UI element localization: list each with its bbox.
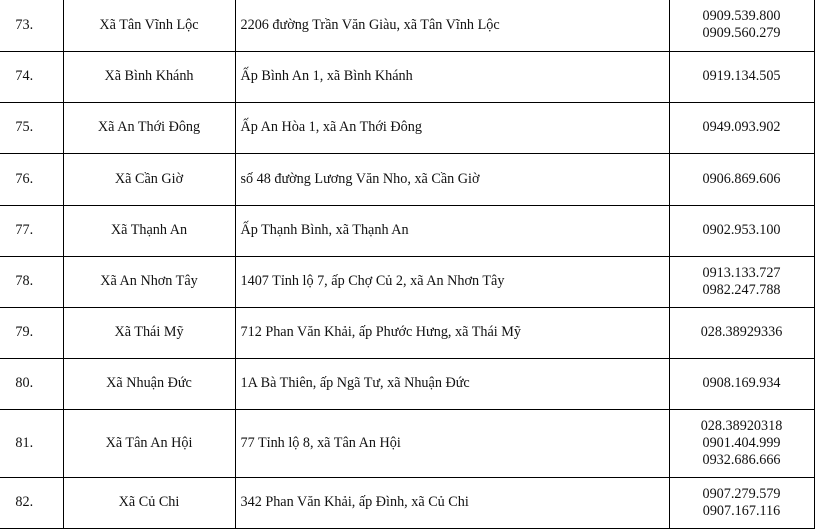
phone-cell: [669, 477, 814, 528]
row-number: 82.: [0, 477, 63, 528]
phone-cell: [669, 409, 814, 477]
row-number: 77.: [0, 205, 63, 256]
phone-number: 0909.560.279: [702, 25, 781, 42]
commune-address: Ấp An Hòa 1, xã An Thới Đông: [235, 102, 669, 153]
phone-number: 0949.093.902: [702, 119, 781, 135]
row-number: 76.: [0, 153, 63, 205]
phone-number: 0901.404.999: [702, 434, 781, 451]
phone-cell: [669, 102, 814, 153]
phone-cell: [669, 205, 814, 256]
phone-number: 0906.869.606: [702, 170, 781, 187]
commune-name: Xã Thạnh An: [63, 205, 235, 256]
table-row: [0, 102, 814, 153]
table-row: [0, 477, 814, 528]
table-row: [0, 0, 814, 51]
table-row: [0, 205, 814, 256]
commune-name: Xã Cần Giờ: [63, 153, 235, 205]
commune-address: 1407 Tỉnh lộ 7, ấp Chợ Củ 2, xã An Nhơn Tây: [235, 256, 669, 307]
table-row: [0, 307, 814, 358]
row-number: 80.: [0, 358, 63, 409]
phone-number: 028.38929336: [700, 324, 783, 340]
commune-name: Xã Tân Vĩnh Lộc: [63, 0, 235, 51]
table-row: [0, 409, 814, 477]
table-row: [0, 256, 814, 307]
commune-address: Ấp Thạnh Bình, xã Thạnh An: [235, 205, 669, 256]
phone-cell: [669, 51, 814, 102]
commune-address: 2206 đường Trần Văn Giàu, xã Tân Vĩnh Lộc: [235, 0, 669, 51]
commune-name: Xã An Thới Đông: [63, 102, 235, 153]
commune-name: Xã Bình Khánh: [63, 51, 235, 102]
table-row: [0, 153, 814, 205]
row-number: 75.: [0, 102, 63, 153]
phone-number: 0919.134.505: [702, 68, 781, 84]
commune-address: số 48 đường Lương Văn Nho, xã Cần Giờ: [235, 153, 669, 205]
row-number: 78.: [0, 256, 63, 307]
commune-address: 77 Tỉnh lộ 8, xã Tân An Hội: [235, 409, 669, 477]
phone-cell: [669, 153, 814, 205]
phone-cell: [669, 256, 814, 307]
commune-name: Xã Củ Chi: [63, 477, 235, 528]
phone-cell: [669, 0, 814, 51]
commune-address: 342 Phan Văn Khải, ấp Đình, xã Củ Chi: [235, 477, 669, 528]
row-number: 79.: [0, 307, 63, 358]
phone-cell: [669, 358, 814, 409]
phone-number: 0902.953.100: [702, 222, 781, 238]
phone-number: 0908.169.934: [702, 375, 781, 391]
phone-number: 0932.686.666: [702, 451, 781, 468]
phone-number: 0907.279.579: [702, 485, 781, 502]
phone-number: 0982.247.788: [702, 281, 781, 298]
commune-address: 1A Bà Thiên, ấp Ngã Tư, xã Nhuận Đức: [235, 358, 669, 409]
phone-number: 028.38920318: [700, 417, 783, 434]
commune-name: Xã Nhuận Đức: [63, 358, 235, 409]
commune-name: Xã An Nhơn Tây: [63, 256, 235, 307]
commune-name: Xã Thái Mỹ: [63, 307, 235, 358]
row-number: 74.: [0, 51, 63, 102]
commune-address: 712 Phan Văn Khải, ấp Phước Hưng, xã Thái Mỹ: [235, 307, 669, 358]
commune-name: Xã Tân An Hội: [63, 409, 235, 477]
table-row: [0, 51, 814, 102]
table-row: [0, 358, 814, 409]
phone-number: 0907.167.116: [702, 502, 781, 519]
row-number: 73.: [0, 0, 63, 51]
phone-number: 0913.133.727: [702, 264, 781, 281]
commune-address: Ấp Bình An 1, xã Bình Khánh: [235, 51, 669, 102]
row-number: 81.: [0, 409, 63, 477]
phone-cell: [669, 307, 814, 358]
phone-number: 0909.539.800: [702, 8, 781, 25]
